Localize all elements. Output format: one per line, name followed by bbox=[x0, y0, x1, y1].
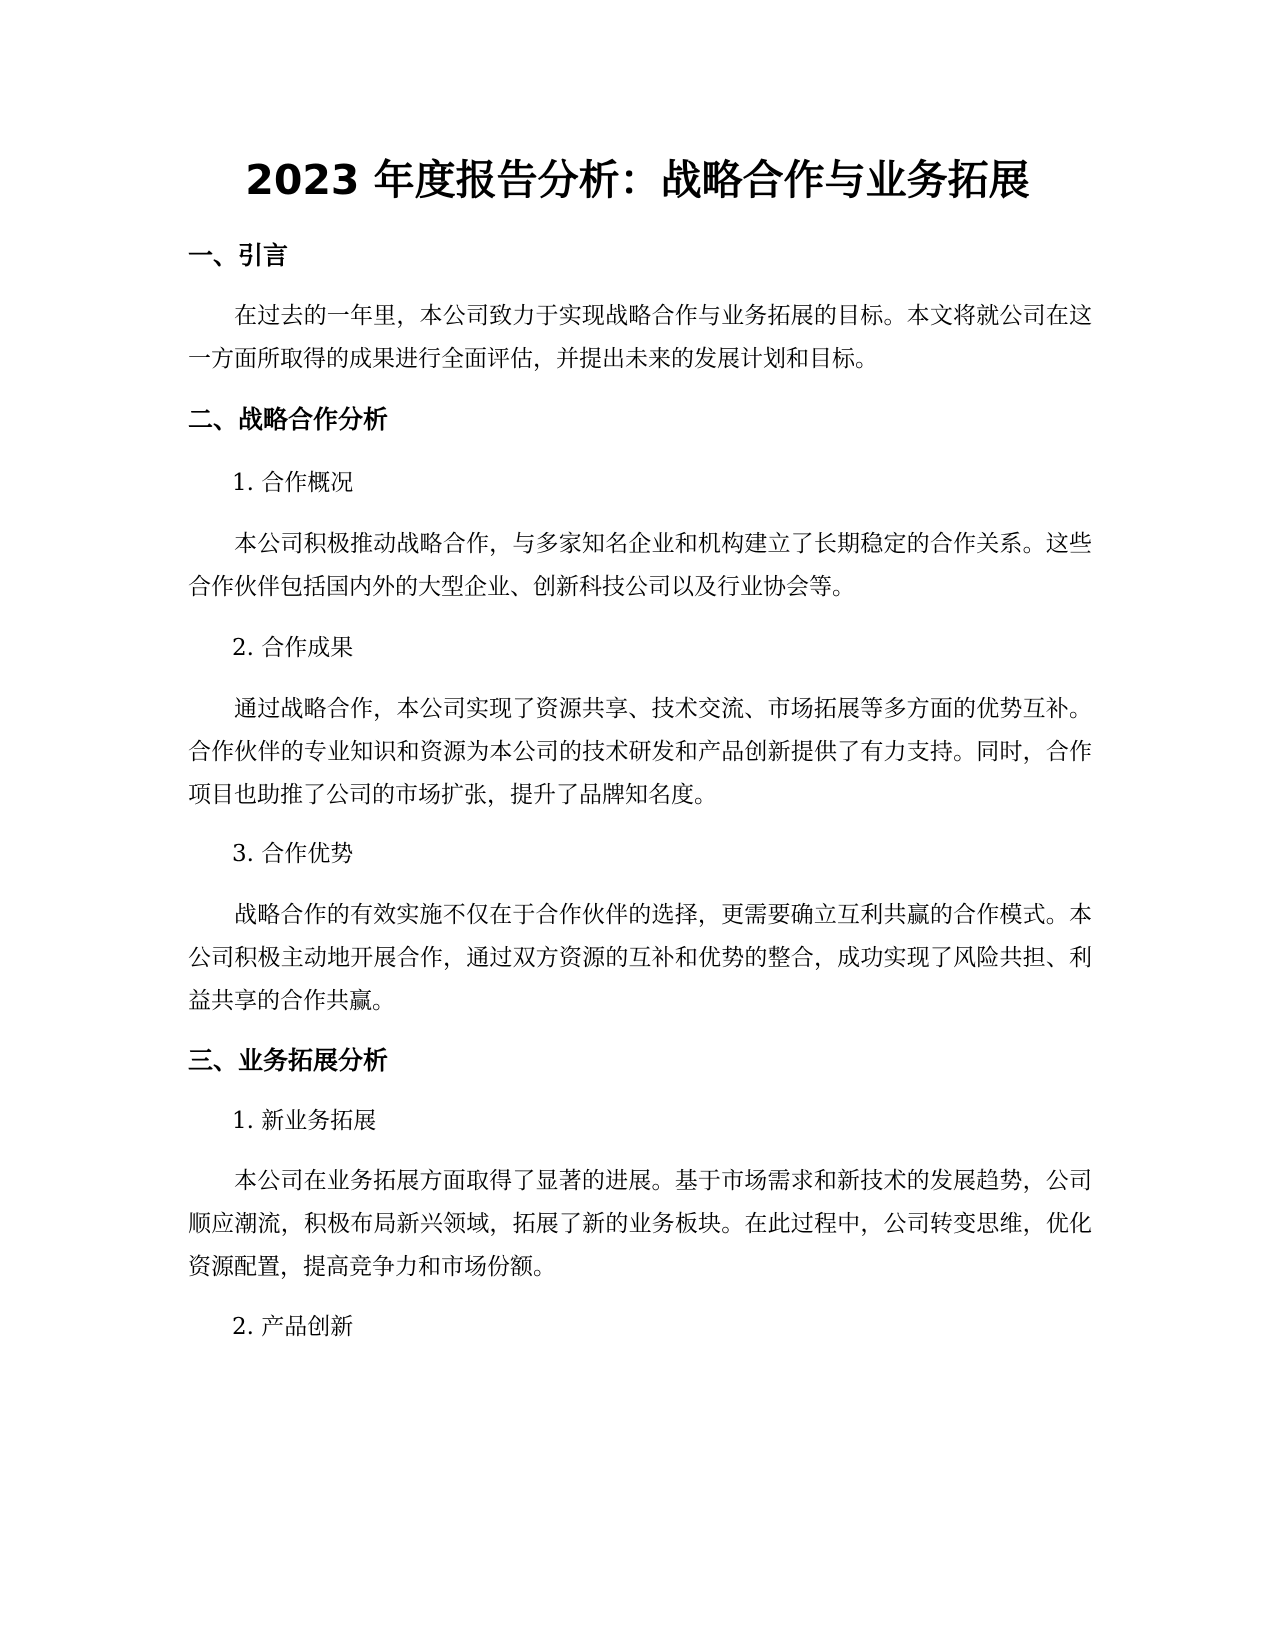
subsection-label-cooperation-overview: 1. 合作概况 bbox=[232, 470, 354, 496]
cooperation-overview-paragraph: 本公司积极推动战略合作，与多家知名企业和机构建立了长期稳定的合作关系。这些合作伙伴包括国内外的大型企业、创新科技公司以及行业协会等。 bbox=[188, 531, 1092, 600]
introduction-paragraph: 在过去的一年里，本公司致力于实现战略合作与业务拓展的目标。本文将就公司在这一方面所取得的成果进行全面评估，并提出未来的发展计划和目标。 bbox=[188, 303, 1092, 372]
new-business-expansion-paragraph: 本公司在业务拓展方面取得了显著的进展。基于市场需求和新技术的发展趋势，公司顺应潮流，积极布局新兴领域，拓展了新的业务板块。在此过程中，公司转变思维，优化资源配置，提高竞争力和市场份额。 bbox=[188, 1168, 1092, 1280]
subsection-label-product-innovation: 2. 产品创新 bbox=[232, 1314, 354, 1340]
document-title: 2023 年度报告分析：战略合作与业务拓展 bbox=[245, 156, 1030, 204]
section-heading-introduction: 一、引言 bbox=[188, 241, 289, 270]
section-heading-strategic-cooperation: 二、战略合作分析 bbox=[188, 405, 389, 434]
cooperation-advantages-paragraph: 战略合作的有效实施不仅在于合作伙伴的选择，更需要确立互利共赢的合作模式。本公司积极主动地开展合作，通过双方资源的互补和优势的整合，成功实现了风险共担、利益共享的合作共赢。 bbox=[188, 902, 1092, 1014]
subsection-label-cooperation-advantages: 3. 合作优势 bbox=[232, 841, 354, 867]
section-heading-business-expansion: 三、业务拓展分析 bbox=[188, 1046, 389, 1075]
subsection-label-cooperation-results: 2. 合作成果 bbox=[232, 635, 354, 661]
subsection-label-new-business-expansion: 1. 新业务拓展 bbox=[232, 1108, 377, 1134]
cooperation-results-paragraph: 通过战略合作，本公司实现了资源共享、技术交流、市场拓展等多方面的优势互补。合作伙伴的专业知识和资源为本公司的技术研发和产品创新提供了有力支持。同时，合作项目也助推了公司的市场扩张，提升了品牌知名度。 bbox=[188, 696, 1092, 808]
